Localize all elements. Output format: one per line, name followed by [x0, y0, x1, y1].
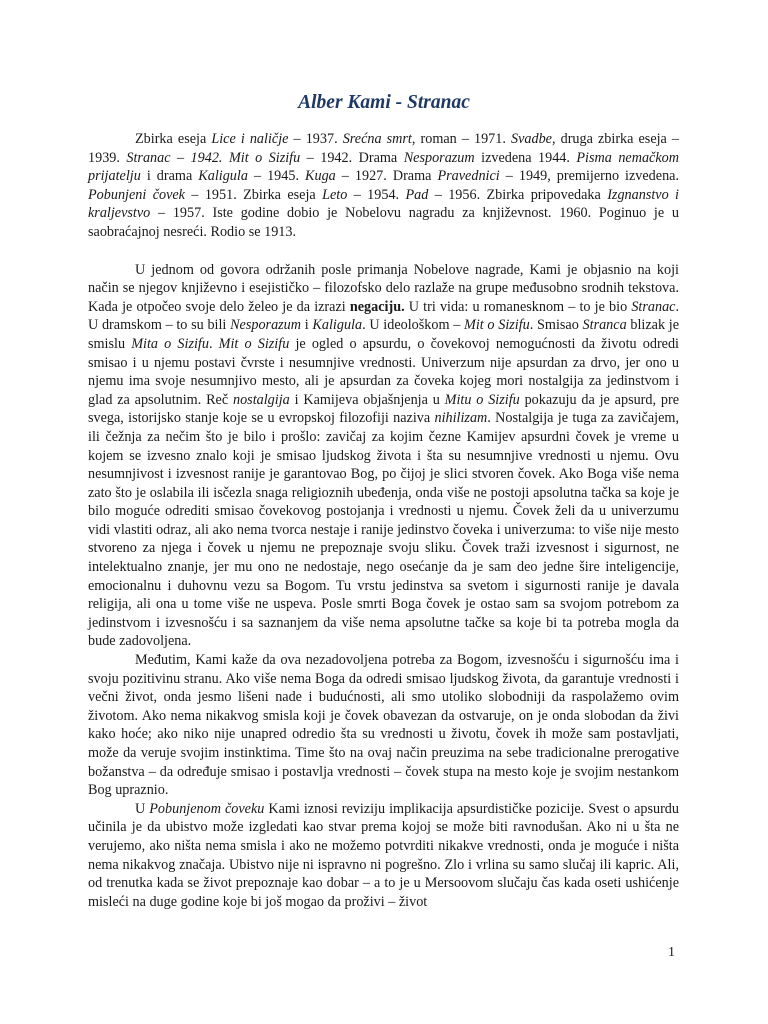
text-run: – 1937.	[288, 131, 343, 147]
text-run: – 1945.	[247, 168, 306, 185]
italic-text: Srećna smrt	[342, 131, 412, 147]
text-run: . U ideološkom –	[362, 317, 465, 334]
body-paragraph	[88, 130, 679, 242]
italic-text: Kuga	[305, 168, 336, 185]
text-run: , roman – 1971.	[411, 131, 511, 147]
text-run: .	[208, 335, 219, 352]
bold-text: negaciju.	[349, 298, 405, 315]
italic-text: Nesporazum	[403, 149, 475, 166]
document-title: Alber Kami - Stranac	[298, 92, 470, 113]
italic-text: Lice i naličje	[211, 131, 289, 147]
text-run: Međutim, Kami kaže da ova nezadovoljena potreba za Bogom, izvesnošću i sigurnošću ima i svoju pozitivinu stranu. Ako više nema Boga da odredi smisao ljudskog života, da garantuje vrednosti i večni život, onda jesmo lišeni nade i budućnosti, ali smo utoliko slobodniji da raspolažemo ovim životom. Ako nema nikakvog smisla koji je čovek obavezan da ostvaruje, on je onda slobodan da živi kako hoće; ako niko nije unapred odredio šta su vrednosti u životu, čovek ih može sam postavljati, može da veruje svojim instinktima. Time što na ovaj način preuzima na sebe tradicionalne prerogative božanstva – da određuje smisao i postavlja vrednosti – čovek stupa na mesto koje je svojim nestankom Bog upraznio.	[88, 652, 679, 799]
text-run: je ogled o apsurdu, o čovekovoj nemogućnosti da životu odredi smisao i u njemu postavi čvrste i nesumnjive vrednosti. Univerzum nije apsurdan za drvo, jer ono u njemu ima svoje nesumnjivo mesto, ali je apsurdan za čoveka kojeg mori nostalgija za jedinstvom i glad za apsolutnim. Reč	[88, 335, 679, 408]
text-run: izvedena 1944.	[474, 149, 577, 166]
italic-text: Mit o Sizifu	[464, 317, 530, 334]
text-run: U jednom od govora održanih posle primanja Nobelove nagrade, Kami je objasnio na koji način se njegov književno i esejističko – filozofsko delo razlaže na grupe međusobno srodnih tekstova. Kada je otpočeo svoje delo želeo je da izrazi	[88, 261, 679, 315]
italic-text: Pobunjenom čoveku	[149, 800, 265, 817]
text-run: i drama	[140, 168, 199, 185]
text-run: – 1951. Zbirka eseja	[184, 186, 323, 203]
page-number: 1	[668, 945, 675, 960]
text-run: U	[135, 800, 150, 817]
text-run: – 1957. Iste godine dobio je Nobelovu nagradu za književnost. 1960. Poginuo je u saobraćajnoj nesreći. Rodio se 1913.	[88, 205, 679, 240]
text-run: – 1942. Drama	[300, 149, 404, 166]
text-run: Zbirka eseja	[135, 131, 212, 147]
italic-text: nihilizam	[434, 410, 488, 427]
italic-text: Stranac – 1942. Mit o Sizifu	[126, 149, 301, 166]
italic-text: Stranca	[582, 317, 627, 334]
text-run: – 1949, premijerno izvedena.	[499, 168, 680, 185]
body-paragraph	[88, 651, 679, 800]
document-body	[88, 130, 679, 911]
text-run: . Nostalgija je tuga za zavičajem, ili čežnja za nečim što je bilo i prošlo: zavičaj za kojim čezne Kamijev apsurdni čovek je vreme u kojem se izvesno znalo koji je smisao ljudskog života i šta su nesumnjive vrednosti u njemu. Ovu nesumnjivost i izvesnost ranije je garantovao Bog, po čijoj je slici stvoren čovek. Ako Boga više nema zato što je oslabila ili isčezla snaga religioznih ubeđenja, onda više ne postoji apsolutna tačka sa koje je bilo moguće odrediti smisao čovekovog postojanja i vrednosti u njemu. Čovek želi da u univerzumu vidi vlastiti odraz, ali ako nema tvorca nestaje i ranije jedinstvo čoveka i univerzuma: to više nije mesto stvoreno za njega i čovek u njemu ne prepoznaje svoju sliku. Čovek traži izvesnost i sigurnost, ne intelektualno znanje, jer mu ono ne nedostaje, nego osećanje da je sam deo jedne šire inteligencije, emocionalnu i duhovnu vezu sa Bogom. Tu vrstu jedinstva sa svetom i sigurnosti ranije je davala religija, ali ona u tome više ne uspeva. Posle smrti Boga čovek je ostao sam sa svojom potrebom za jedinstvom i izvesnošću i sa saznanjem da više nema apsolutne tačke sa koje bi ta potreba mogla da bude zadovoljena.	[88, 410, 679, 650]
italic-text: Svadbe	[511, 131, 552, 147]
text-run: – 1956. Zbirka pripovedaka	[428, 186, 608, 203]
text-run: U tri vida: u romanesknom – to je bio	[404, 298, 632, 315]
italic-text: Pisma nemačkom prijatelju	[88, 149, 679, 185]
text-run: pokazuju da je apsurd, pre svega, istorijsko stanje koje se u evropskoj filozofiji naziva	[88, 391, 679, 427]
body-paragraph	[88, 800, 679, 912]
text-run: Kami iznosi reviziju implikacija apsurdističke pozicije. Svest o apsurdu učinila je da ubistvo može izgledati kao stvar prema kojoj se može biti ravnodušan. Ako ni u šta ne verujemo, ako ništa nema smisla i ako ne možemo potvrditi nikakve vrednosti, onda je moguće i ništa nema nikakvog značaja. Ubistvo nije ni ispravno ni pogrešno. Zlo i vrlina su samo slučaj ili kapric. Ali, od trenutka kada se život prepoznaje kao dobar – a to je u Mersoovom slučaju čas kada oseti ushićenje misleći na duge godine koje bi još mogao da proživi – život	[88, 800, 679, 910]
text-run: . U dramskom – to su bili	[88, 298, 680, 334]
italic-text: Leto	[322, 186, 348, 203]
italic-text: Nesporazum	[230, 317, 302, 334]
italic-text: Mitu o Sizifu	[444, 391, 520, 408]
italic-text: Pobunjeni čovek	[88, 186, 185, 203]
text-run: i Kamijeva objašnjenja u	[289, 391, 445, 408]
italic-text: Mita o Sizifu	[131, 335, 209, 352]
italic-text: Kaligula	[312, 317, 363, 334]
italic-text: Stranac	[631, 298, 676, 315]
body-paragraph	[88, 261, 679, 651]
text-run: – 1954.	[347, 186, 406, 203]
italic-text: Pad	[405, 186, 429, 203]
italic-text: Pravednici	[437, 168, 500, 185]
italic-text: Mit o Sizifu	[218, 335, 290, 352]
italic-text: nostalgija	[232, 391, 290, 408]
text-run: . Smisao	[529, 317, 583, 334]
italic-text: Kaligula	[198, 168, 248, 185]
text-run: – 1927. Drama	[335, 168, 438, 185]
text-run: blizak je smislu	[88, 317, 679, 352]
text-run: , druga zbirka eseja – 1939.	[88, 131, 680, 166]
text-run: i	[301, 317, 313, 334]
italic-text: Izgnanstvo i kraljevstvo	[88, 186, 680, 222]
